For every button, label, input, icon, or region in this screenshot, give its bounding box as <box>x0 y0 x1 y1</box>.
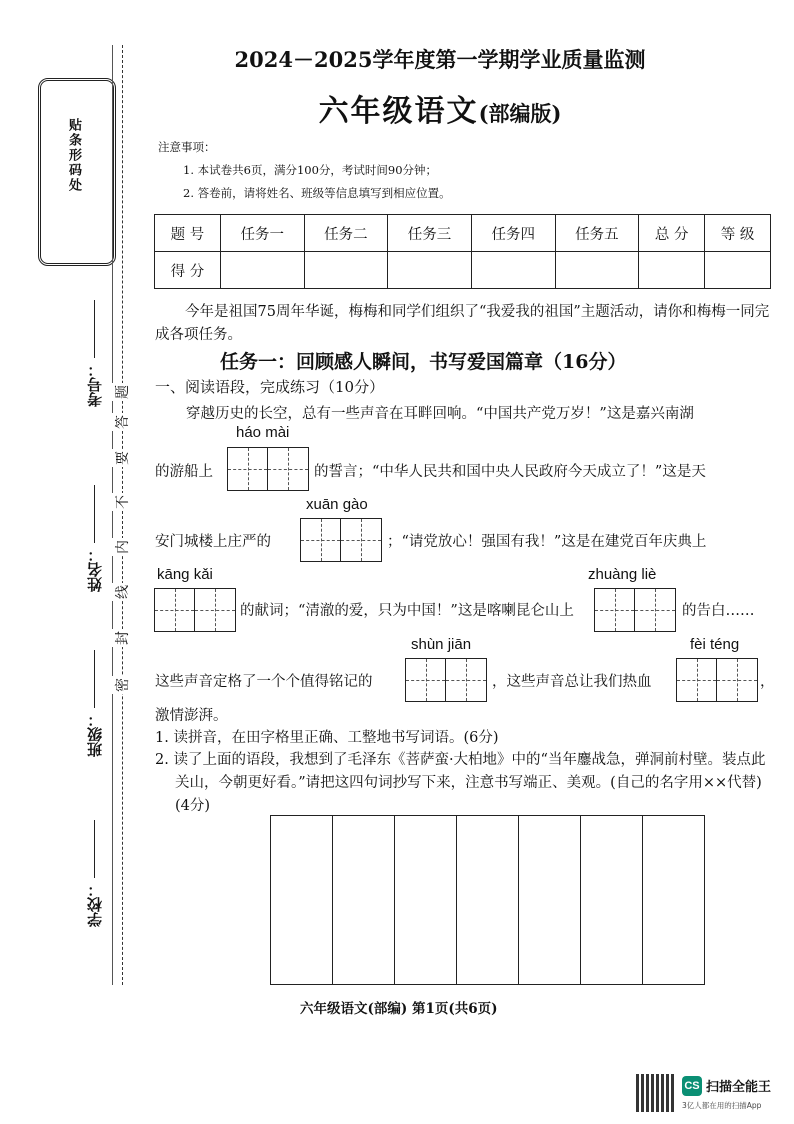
exam-title: 2024－2025学年度第一学期学业质量监测 <box>234 47 646 72</box>
seal-char: 不 <box>112 493 132 511</box>
question-1: 1. 读拼音，在田字格里正确、工整地书写词语。(6分) <box>155 730 499 746</box>
score-cell[interactable] <box>304 252 388 289</box>
score-header: 任务一 <box>220 215 304 252</box>
score-header: 任务五 <box>555 215 639 252</box>
notes-item: 2. 答卷前，请将姓名、班级等信息填写到相应位置。 <box>183 186 451 200</box>
watermark-subtitle: 3亿人都在用的扫描App <box>682 1101 762 1110</box>
passage-text: ， <box>760 674 775 690</box>
passage-text: 的誓言；“中华人民共和国中央人民政府今天成立了！”这是天 <box>314 464 706 480</box>
tianzige-box[interactable] <box>594 588 676 632</box>
tianzige-box[interactable] <box>300 518 382 562</box>
barcode-label: 贴条形码处 <box>66 118 81 193</box>
seal-char: 封 <box>112 629 132 647</box>
seal-char: 要 <box>112 449 132 467</box>
score-cell[interactable] <box>555 252 639 289</box>
writing-column[interactable] <box>643 816 704 984</box>
writing-grid[interactable] <box>270 815 705 985</box>
pinyin: fèi téng <box>690 636 740 653</box>
seal-char: 线 <box>112 583 132 601</box>
score-header: 等 级 <box>705 215 771 252</box>
score-header: 题 号 <box>155 215 221 252</box>
school-field[interactable]: 学校： <box>84 820 105 927</box>
writing-column[interactable] <box>271 816 333 984</box>
writing-column[interactable] <box>457 816 519 984</box>
subject-title: 六年级语文(部编版) <box>318 94 562 129</box>
score-header-row <box>155 215 771 252</box>
score-row-label: 得 分 <box>155 252 221 289</box>
score-cell[interactable] <box>388 252 472 289</box>
pinyin: shùn jiān <box>411 636 472 653</box>
notes-heading: 注意事项： <box>158 140 216 154</box>
passage-text: 的游船上 <box>155 464 213 480</box>
writing-column[interactable] <box>581 816 643 984</box>
pinyin: háo mài <box>236 424 290 441</box>
watermark-name: 扫描全能王 <box>706 1080 772 1095</box>
seal-char: 内 <box>112 538 132 556</box>
passage-text: ；“请党放心！强国有我！”这是在建党百年庆典上 <box>387 534 707 550</box>
notes <box>158 136 451 205</box>
writing-column[interactable] <box>519 816 581 984</box>
score-header: 任务三 <box>388 215 472 252</box>
passage-text: 的告白…… <box>682 603 755 619</box>
class-field[interactable]: 班级： <box>84 650 105 757</box>
tianzige-box[interactable] <box>676 658 758 702</box>
qr-code-icon <box>636 1074 674 1112</box>
question-2: 2. 读了上面的语段，我想到了毛泽东《菩萨蛮·大柏地》中的“当年鏖战急，弹洞前村壁。装点此关山，今朝更好看。”请把这四句词抄写下来，注意书写端正、美观。(自己的名字用××代替)(4分) <box>155 752 766 814</box>
tianzige-box[interactable] <box>227 447 309 491</box>
tianzige-box[interactable] <box>405 658 487 702</box>
writing-column[interactable] <box>395 816 457 984</box>
score-cell[interactable] <box>639 252 705 289</box>
pinyin: zhuàng liè <box>588 566 657 583</box>
seal-dashed-line <box>122 45 123 985</box>
passage-line: 穿越历史的长空，总有一些声音在耳畔回响。“中国共产党万岁！”这是嘉兴南湖 <box>186 406 694 422</box>
notes-item: 1. 本试卷共6页，满分100分，考试时间90分钟； <box>183 163 438 177</box>
intro-paragraph: 今年是祖国75周年华诞，梅梅和同学们组织了“我爱我的祖国”主题活动，请你和梅梅一同完成各项任务。 <box>155 304 770 343</box>
name-field[interactable]: 姓名： <box>84 485 105 592</box>
task1-title: 任务一：回顾感人瞬间，书写爱国篇章（16分） <box>220 351 627 373</box>
pinyin: xuān gào <box>306 496 368 513</box>
writing-column[interactable] <box>333 816 395 984</box>
passage-text: 的献词；“清澈的爱，只为中国！”这是喀喇昆仑山上 <box>240 603 574 619</box>
seal-char: 答 <box>112 413 132 431</box>
passage-text: 安门城楼上庄严的 <box>155 534 271 550</box>
passage-text: 激情澎湃。 <box>155 708 228 724</box>
score-cell[interactable] <box>471 252 555 289</box>
camscanner-logo-icon: CS <box>682 1076 702 1096</box>
score-cell[interactable] <box>220 252 304 289</box>
seal-char: 密 <box>112 676 132 694</box>
score-table <box>154 214 771 289</box>
section1-title: 一、阅读语段，完成练习（10分） <box>155 378 385 396</box>
passage-text: 这些声音定格了一个个值得铭记的 <box>155 674 373 690</box>
seal-char: 题 <box>112 383 132 401</box>
exam-no-field[interactable]: 考号： <box>84 300 105 407</box>
score-header: 任务二 <box>304 215 388 252</box>
pinyin: kāng kǎi <box>157 566 213 583</box>
passage-text: ，这些声音总让我们热血 <box>492 674 652 690</box>
page-footer: 六年级语文(部编) 第1页(共6页) <box>300 1001 498 1017</box>
score-row <box>155 252 771 289</box>
score-header: 总 分 <box>639 215 705 252</box>
score-header: 任务四 <box>471 215 555 252</box>
score-cell[interactable] <box>705 252 771 289</box>
tianzige-box[interactable] <box>154 588 236 632</box>
binding-line <box>112 45 113 985</box>
